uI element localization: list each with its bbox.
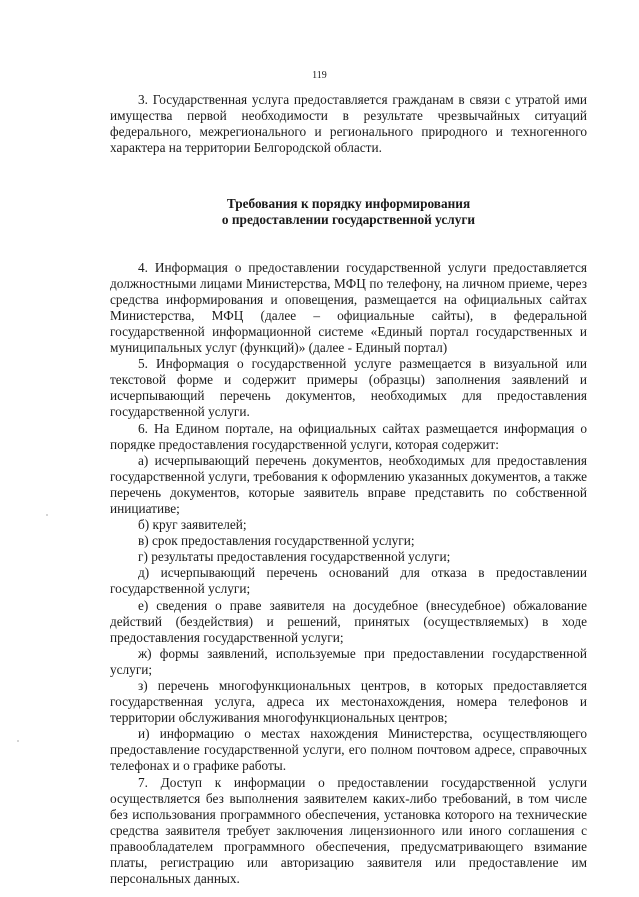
list-item-z: з) перечень многофункциональных центров, в которых предоставляется государственная услуга, адреса их местонахождения, номера телефонов и территории обслуживания многофункциональных центров; <box>110 678 587 726</box>
paragraph-7: 7. Доступ к информации о предоставлении государственной услуги осуществляется без выполнения заявителем каких-либо требований, в том числе без использования программного обеспечения, установка которого на технические средства заявителя требует заключения лицензионного или иного соглашения с правообладателем программного обеспечения, предусматривающего взимание платы, регистрацию или авторизацию заявителя или предоставление им персональных данных. <box>110 774 587 887</box>
paragraph-6: 6. На Едином портале, на официальных сайтах размещается информация о порядке предоставления государственной услуги, которая содержит: <box>110 420 587 452</box>
list-item-v: в) срок предоставления государственной услуги; <box>138 533 415 549</box>
scan-speck <box>46 514 48 516</box>
paragraph-5: 5. Информация о государственной услуге размещается в визуальной или текстовой форме и содержит примеры (образцы) заполнения заявлений и исчерпывающий перечень документов, необходимых для предоставления государственной услуги. <box>110 356 587 420</box>
page-number: 119 <box>312 70 327 81</box>
document-body <box>110 92 587 887</box>
list-item-zh: ж) формы заявлений, используемые при предоставлении государственной услуги; <box>110 645 587 677</box>
list-item-a: а) исчерпывающий перечень документов, необходимых для предоставления государственной услуги, требования к оформлению указанных документов, а также перечень документов, которые заявитель вправе представить по собственной инициативе; <box>110 452 587 516</box>
section-heading-line-2: о предоставлении государственной услуги <box>221 212 476 228</box>
list-item-i: и) информацию о местах нахождения Министерства, осуществляющего предоставление государственной услуги, его полном почтовом адресе, справочных телефонах и о графике работы. <box>110 726 587 774</box>
list-item-d: д) исчерпывающий перечень оснований для отказа в предоставлении государственной услуги; <box>110 565 587 597</box>
scan-speck <box>17 740 19 742</box>
list-item-e: е) сведения о праве заявителя на досудебное (внесудебное) обжалование действий (бездействия) и решений, принятых (осуществляемых) в ходе предоставления государственной услуги; <box>110 597 587 645</box>
paragraph-4: 4. Информация о предоставлении государственной услуги предоставляется должностными лицами Министерства, МФЦ по телефону, на личном приеме, через средства информирования и оповещения, размещается на официальных сайтах Министерства, МФЦ (далее – официальные сайты), в федеральной государственной информационной системе «Единый портал государственных и муниципальных услуг (функций)» (далее - Единый портал) <box>110 259 587 356</box>
list-item-b: б) круг заявителей; <box>138 517 247 533</box>
paragraph-3: 3. Государственная услуга предоставляется гражданам в связи с утратой ими имущества первой необходимости в результате чрезвычайных ситуаций федерального, межрегионального и регионального природного и техногенного характера на территории Белгородской области. <box>110 92 587 156</box>
section-heading-line-1: Требования к порядку информирования <box>226 196 471 212</box>
section-heading <box>110 196 587 228</box>
list-item-g: г) результаты предоставления государственной услуги; <box>138 549 451 565</box>
